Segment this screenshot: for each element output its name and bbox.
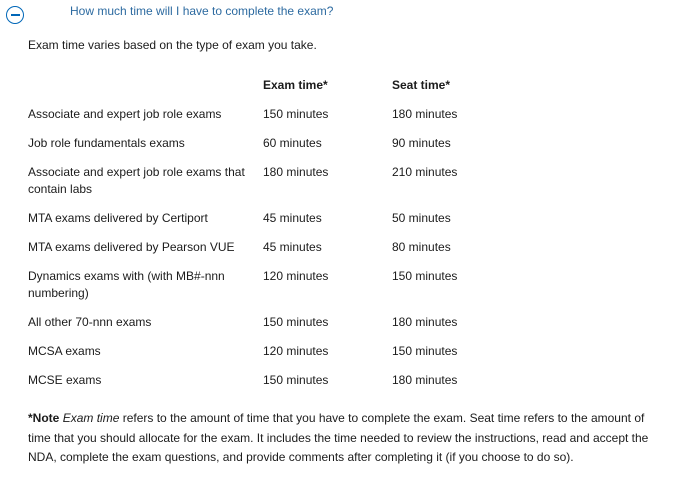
seat-time: 50 minutes <box>392 211 451 225</box>
exam-time: 150 minutes <box>263 373 329 387</box>
exam-time: 120 minutes <box>263 269 329 283</box>
seat-time: 150 minutes <box>392 269 458 283</box>
seat-time: 180 minutes <box>392 373 458 387</box>
note-text: refers to the amount of time that you have to complete the exam. Seat time refers to the amount of time that you should allocate for the exam. It includes the time needed to review the instructions, read and accept the NDA, complete the exam questions, and provide comments after completing it (if you choose to do so). <box>28 411 649 464</box>
exam-time: 180 minutes <box>263 165 329 179</box>
note-label: *Note <box>28 411 60 425</box>
column-header-seat-time: Seat time* <box>392 78 451 92</box>
exam-type: Dynamics exams with (with MB#-nnn numbering) <box>28 269 225 300</box>
exam-type: Associate and expert job role exams <box>28 107 222 121</box>
exam-time: 150 minutes <box>263 107 329 121</box>
exam-type: MCSA exams <box>28 344 101 358</box>
faq-intro: Exam time varies based on the type of exam you take. <box>28 38 317 52</box>
exam-time: 45 minutes <box>263 240 322 254</box>
exam-type: MTA exams delivered by Certiport <box>28 211 208 225</box>
exam-time: 45 minutes <box>263 211 322 225</box>
seat-time: 180 minutes <box>392 107 458 121</box>
exam-time: 60 minutes <box>263 136 322 150</box>
collapse-minus-icon[interactable] <box>6 6 24 24</box>
exam-type: Associate and expert job role exams that contain labs <box>28 165 245 196</box>
exam-type: Job role fundamentals exams <box>28 136 185 150</box>
exam-type: MTA exams delivered by Pearson VUE <box>28 240 235 254</box>
column-header-exam-time: Exam time* <box>263 78 328 92</box>
seat-time: 90 minutes <box>392 136 451 150</box>
seat-time: 210 minutes <box>392 165 458 179</box>
seat-time: 180 minutes <box>392 315 458 329</box>
note-term: Exam time <box>62 411 120 425</box>
exam-type: All other 70-nnn exams <box>28 315 152 329</box>
faq-toggle[interactable] <box>6 3 24 27</box>
exam-time: 120 minutes <box>263 344 329 358</box>
faq-question[interactable]: How much time will I have to complete the exam? <box>70 4 334 18</box>
seat-time: 150 minutes <box>392 344 458 358</box>
footnote <box>28 409 668 468</box>
seat-time: 80 minutes <box>392 240 451 254</box>
exam-time: 150 minutes <box>263 315 329 329</box>
exam-type: MCSE exams <box>28 373 102 387</box>
